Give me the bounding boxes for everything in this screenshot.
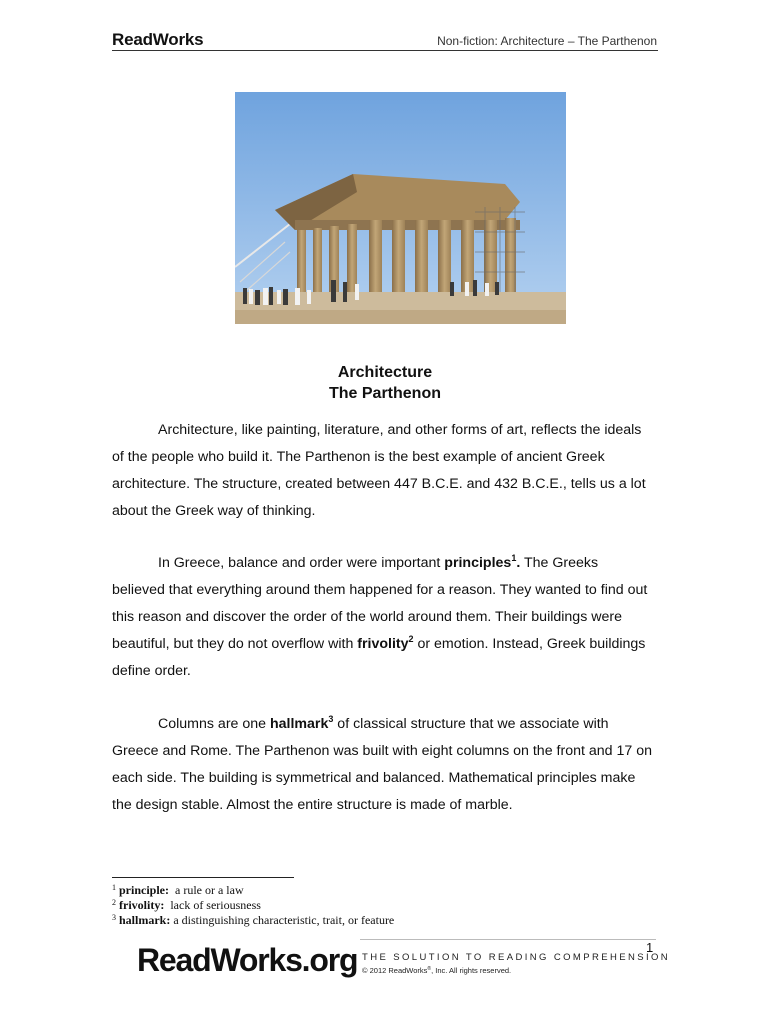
header-logo: ReadWorks xyxy=(112,30,204,49)
footnote-term: principle: xyxy=(119,883,169,897)
term-principles: principles xyxy=(444,555,512,571)
copyright-text: © 2012 ReadWorks xyxy=(362,966,428,975)
paragraph-2-text-a: In Greece, balance and order were important xyxy=(158,555,445,571)
paragraph-1-text: Architecture, like painting, literature, and other forms of art, reflects the ideals of the people who build it. The Parthenon is the best example of ancient Greek architecture. The structure, created between 447 B.C.E. and 432 B.C.E., tells us a lot about the Greek way of thinking. xyxy=(112,422,646,519)
footnote-term: frivolity: xyxy=(119,898,165,912)
footnote-number: 2 xyxy=(112,898,116,907)
footnote-definition: a distinguishing characteristic, trait, or feature xyxy=(173,913,395,927)
registered-mark: ® xyxy=(427,966,432,972)
footnote-rule xyxy=(112,877,294,878)
footer-rule xyxy=(360,939,656,940)
footnote-ref-2: 2 xyxy=(408,634,414,644)
paragraph-3-text-a: Columns are one xyxy=(158,716,270,732)
footnote-2 xyxy=(112,898,394,913)
copyright-suffix: , Inc. All rights reserved. xyxy=(431,966,512,975)
footer-tagline: THE SOLUTION TO READING COMPREHENSION xyxy=(362,952,671,963)
page-number: 1 xyxy=(646,940,654,955)
paragraph-2-dot: . xyxy=(516,555,521,571)
footnote-ref-3: 3 xyxy=(328,714,334,724)
header-subject: Non-fiction: Architecture – The Parthenon xyxy=(437,34,657,48)
paragraph-3-text-b: of classical structure that we associate with Greece and Rome. The Parthenon was built with eight columns on the front and 17 on each side. The building is symmetrical and balanced. Mathematical principles make the design stable. Almost the entire structure is made of marble. xyxy=(112,716,652,813)
footnote-3 xyxy=(112,913,394,928)
footer-logo: ReadWorks.org xyxy=(137,942,358,978)
footnote-ref-1: 1 xyxy=(511,553,517,563)
term-hallmark: hallmark xyxy=(269,716,329,732)
paragraph-2-text-c: or emotion. Instead, Greek buildings define order. xyxy=(112,636,646,679)
paragraph-1 xyxy=(112,417,652,525)
footer-copyright xyxy=(362,966,511,975)
header-rule xyxy=(112,50,658,51)
article-title xyxy=(0,362,770,404)
footnote-term: hallmark: xyxy=(119,913,171,927)
paragraph-3 xyxy=(112,711,652,819)
title-line-architecture: Architecture xyxy=(337,364,433,381)
paragraph-2 xyxy=(112,550,652,685)
parthenon-photo xyxy=(235,92,566,324)
term-frivolity: frivolity xyxy=(357,636,409,652)
footnote-definition: lack of seriousness xyxy=(170,898,261,912)
title-line-parthenon: The Parthenon xyxy=(328,385,441,402)
footnote-number: 3 xyxy=(112,913,116,922)
footnote-1 xyxy=(112,883,394,898)
paragraph-2-text-b: The Greeks believed that everything around them happened for a reason. They wanted to find out this reason and discover the order of the world around them. Their buildings were beautiful, but they do not overflow with xyxy=(112,555,648,652)
footnote-number: 1 xyxy=(112,883,116,892)
footnote-definition: a rule or a law xyxy=(175,883,244,897)
footnotes xyxy=(112,883,394,928)
